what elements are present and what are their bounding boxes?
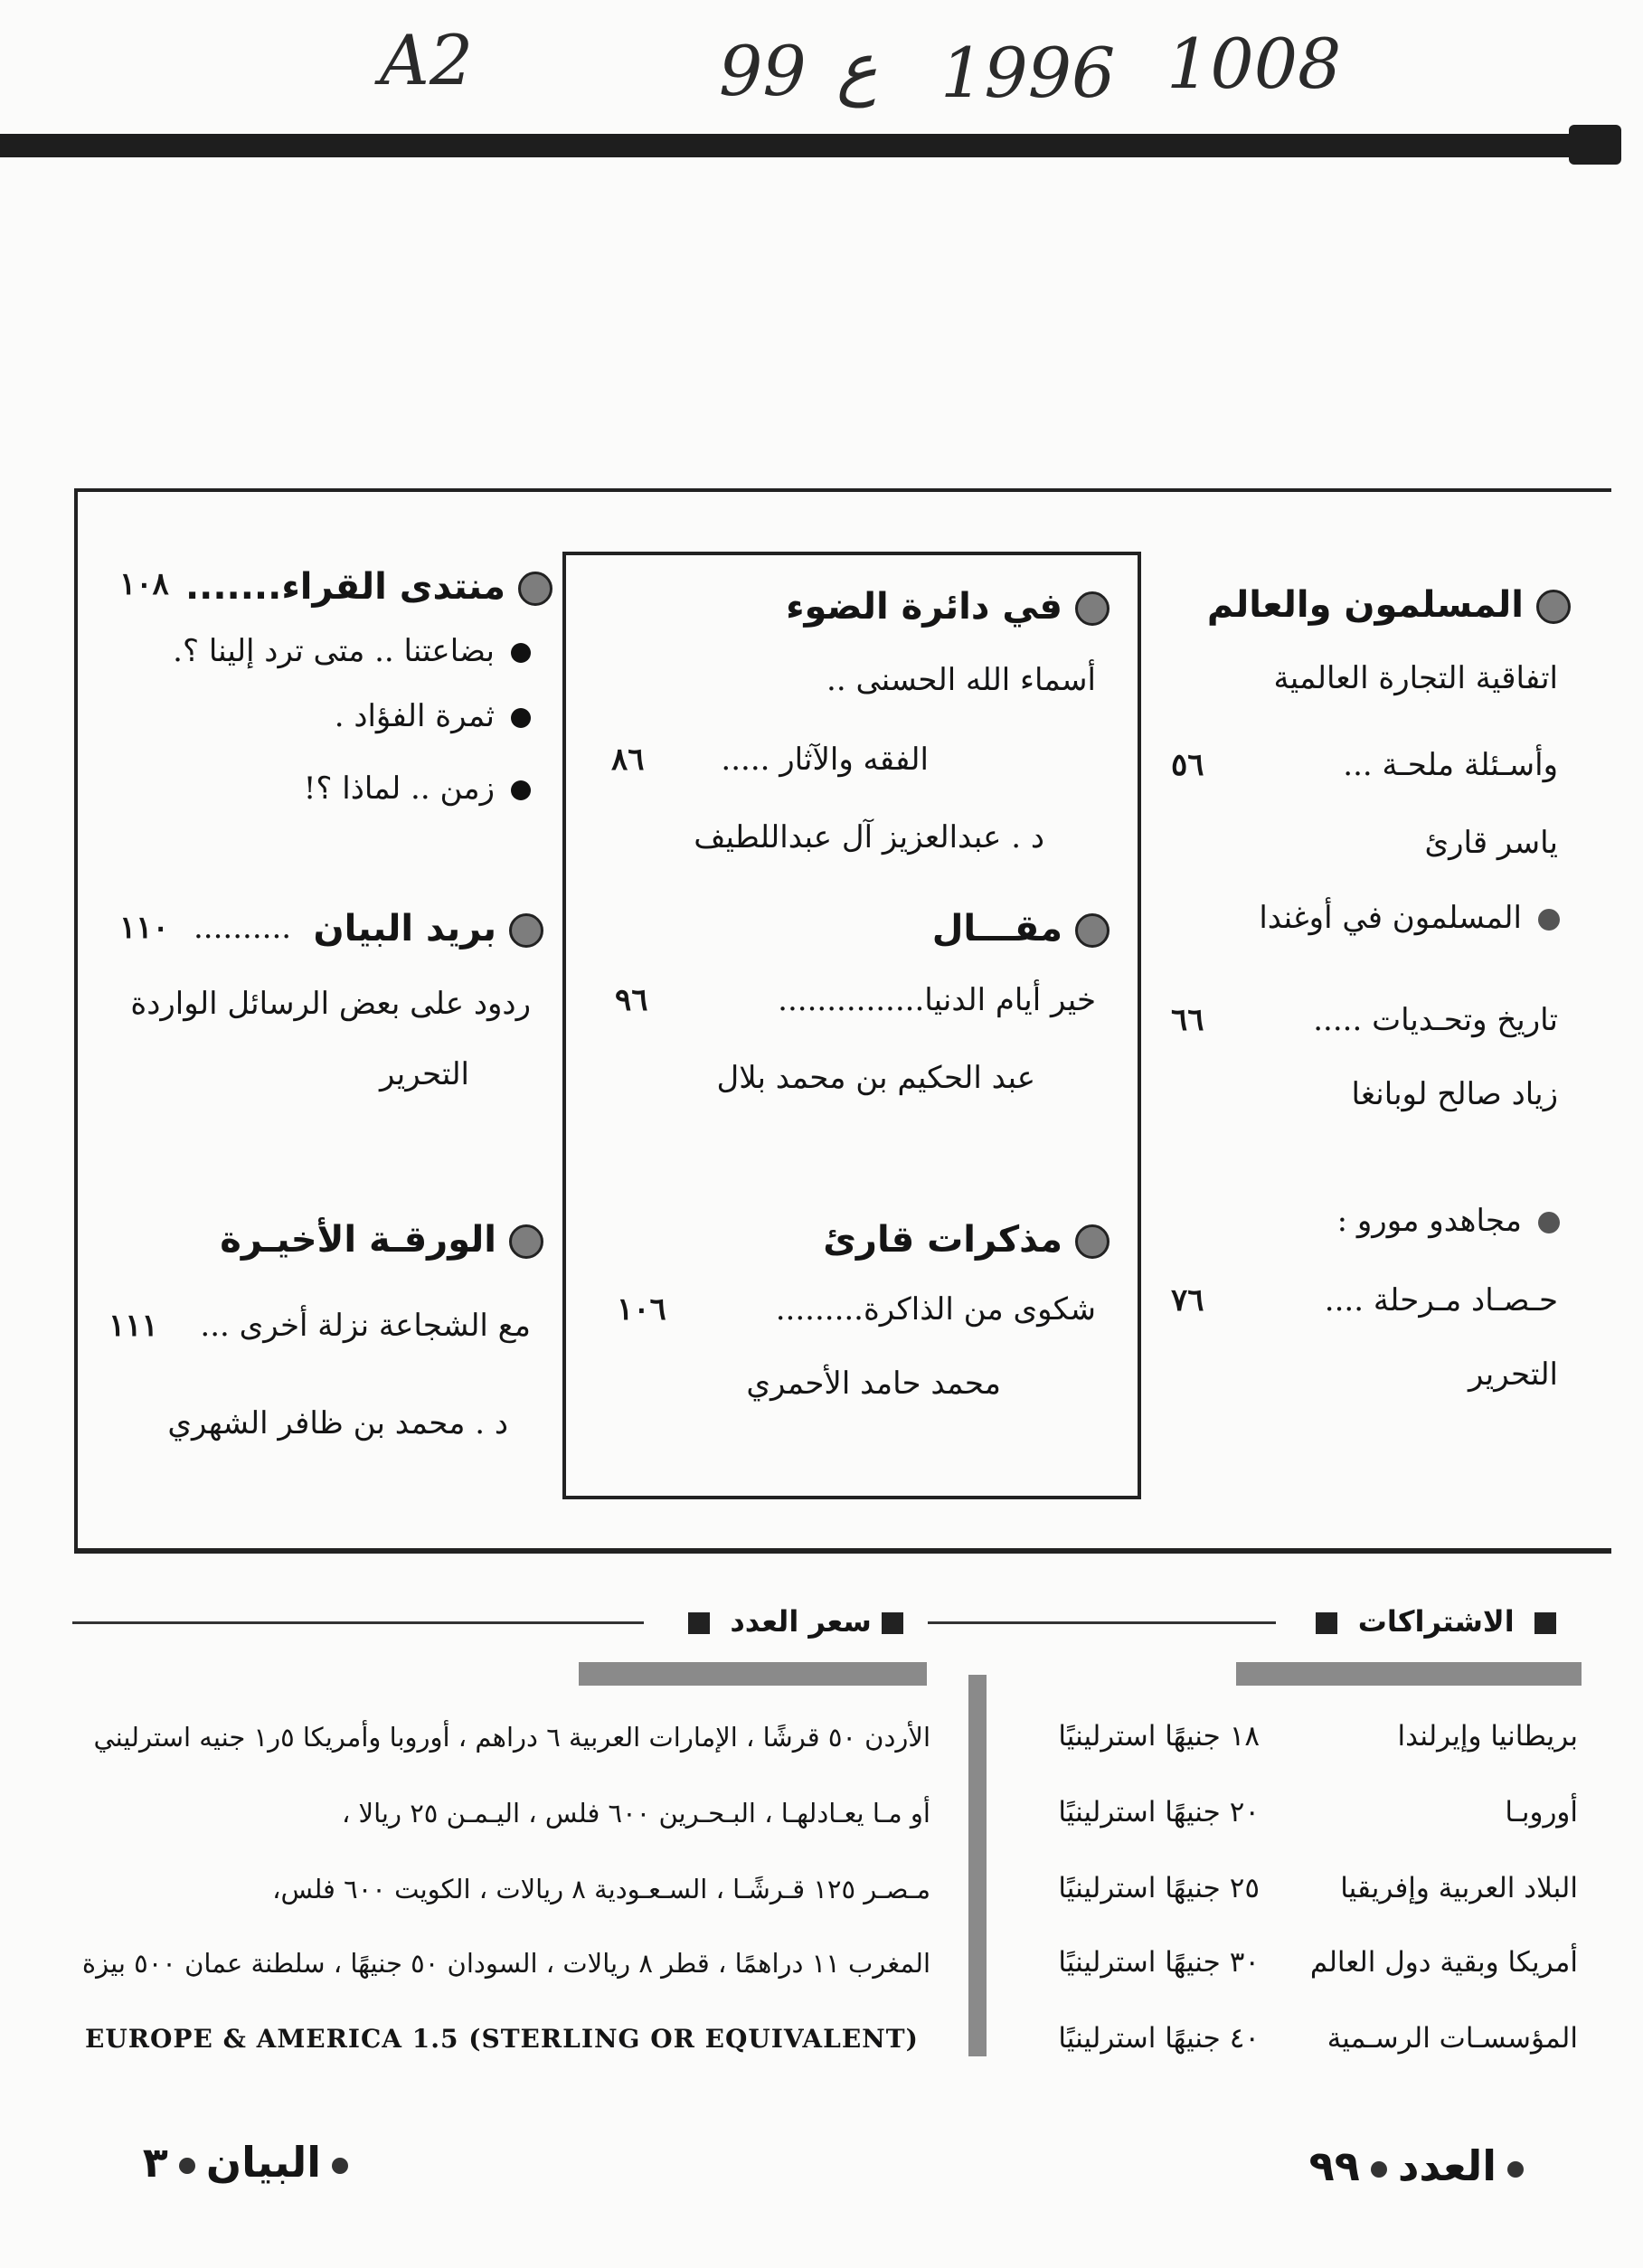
article-author: د . محمد بن ظافر الشهري: [167, 1405, 508, 1441]
article-author: د . عبدالعزيز آل عبداللطيف: [694, 819, 1044, 855]
subscription-region: البلاد العربية وإفريقيا: [1340, 1872, 1578, 1904]
handwritten-code: A2: [380, 20, 474, 100]
article-title: مجاهدو مورو :: [1337, 1203, 1560, 1239]
section-title-last-page: الورقـة الأخيـرة: [220, 1219, 543, 1261]
header-rule: [72, 1621, 644, 1624]
article-title: المسلمون في أوغندا: [1259, 900, 1560, 936]
section-title-article: مقـــال: [932, 908, 1109, 950]
price-line: المغرب ١١ دراهمًا ، قطر ٨ ريالات ، السودان ٥٠ جنيهًا ، سلطنة عمان ٥٠٠ بيزة: [81, 1948, 930, 1979]
article-title: خير أيام الدنيا...............: [778, 982, 1096, 1018]
page-number: ١٠٦: [617, 1291, 666, 1328]
bullet-icon: [1538, 909, 1560, 931]
list-item: بضاعتنا .. متى ترد إلينا ؟.: [173, 633, 531, 669]
section-title-muslims-world: المسلمون والعالم: [1207, 584, 1571, 626]
page-number: ٧٦: [1171, 1282, 1204, 1318]
square-icon: [1534, 1612, 1556, 1634]
subscription-region: المؤسسـات الرسـمية: [1327, 2022, 1578, 2055]
section-title-spotlight: في دائرة الضوء: [786, 586, 1109, 628]
bullet-icon: [1507, 2161, 1524, 2178]
article-author: محمد حامد الأحمري: [746, 1366, 1001, 1402]
price-line: مـصـر ١٢٥ قـرشًـا ، السـعـودية ٨ ريالات ، الكويت ٦٠٠ فلس،: [272, 1874, 930, 1904]
page-number: ١١٠: [119, 910, 169, 946]
list-item: زمن .. لماذا ؟!: [304, 770, 531, 807]
page-number: ٨٦: [611, 742, 645, 778]
footer-issue: العدد٩٩: [1309, 2141, 1534, 2190]
section-title-readers-forum: منتدى القراء.......: [185, 566, 552, 608]
section-bullet-icon: [1075, 591, 1109, 626]
price-line: أو مـا يعـادلهـا ، البـحـرين ٦٠٠ فلس ، اليـمـن ٢٥ ريالا ،: [341, 1798, 930, 1829]
handwritten-year: 1996: [940, 33, 1116, 113]
header-rule: [928, 1621, 1276, 1624]
subscription-amount: ٤٠ جنيهًا استرلينيًا: [1058, 2022, 1260, 2055]
section-title-albayan-mail: بريد البيان: [314, 908, 544, 950]
handwritten-number: 1008: [1166, 24, 1342, 104]
price-bar: [579, 1662, 927, 1686]
article-title: الفقه والآثار .....: [721, 742, 929, 778]
subscription-region: أوروبـا: [1505, 1796, 1578, 1829]
article-title: أسماء الله الحسنى ..: [826, 662, 1096, 698]
bullet-icon: [511, 780, 531, 800]
article-title: اتفاقية التجارة العالمية: [1273, 660, 1558, 696]
bullet-icon: [179, 2158, 195, 2174]
article-author: التحرير: [380, 1056, 469, 1092]
top-rule: [0, 134, 1619, 157]
article-title: مع الشجاعة نزلة أخرى ...: [200, 1308, 531, 1344]
section-bullet-icon: [509, 913, 543, 948]
bullet-icon: [332, 2158, 348, 2174]
price-line-english: EUROPE & AMERICA 1.5 (STERLING OR EQUIVALENT): [85, 2024, 919, 2054]
square-icon: [882, 1612, 903, 1634]
article-author: زياد صالح لوبانغا: [1351, 1076, 1558, 1112]
subscriptions-bar: [1236, 1662, 1582, 1686]
list-item: ثمرة الفؤاد .: [335, 698, 531, 734]
column-divider: [968, 1675, 987, 2056]
subscription-region: أمريكا وبقية دول العالم: [1309, 1946, 1578, 1979]
section-bullet-icon: [509, 1224, 543, 1259]
section-bullet-icon: [518, 572, 552, 606]
square-icon: [1316, 1612, 1337, 1634]
article-author: التحرير: [1468, 1356, 1558, 1393]
section-bullet-icon: [1075, 913, 1109, 948]
bullet-icon: [1371, 2161, 1387, 2178]
square-icon: [688, 1612, 710, 1634]
article-title: تاريخ وتحـديات .....: [1313, 1002, 1558, 1038]
page-number: ١١١: [109, 1308, 158, 1344]
rule-ornament: [1569, 125, 1621, 165]
section-bullet-icon: [1536, 590, 1571, 624]
article-author: عبد الحكيم بن محمد بلال: [716, 1060, 1035, 1096]
subscription-amount: ٢٥ جنيهًا استرلينيًا: [1058, 1872, 1260, 1904]
article-title: وأسـئلة ملحـة ...: [1343, 747, 1558, 783]
bullet-icon: [1538, 1212, 1560, 1233]
subscription-amount: ٢٠ جنيهًا استرلينيًا: [1058, 1796, 1260, 1829]
handwritten-issue: 99: [719, 31, 807, 111]
section-title-reader-notes: مذكرات قارئ: [823, 1219, 1109, 1261]
page-number: ٩٦: [615, 982, 648, 1018]
article-title: حـصـاد مـرحلة ....: [1324, 1282, 1558, 1318]
subscription-amount: ١٨ جنيهًا استرلينيًا: [1058, 1720, 1260, 1753]
handwritten-letter: ع: [836, 27, 878, 108]
subscriptions-header: الاشتراكات: [1316, 1604, 1556, 1639]
page-number: ١٠٨: [119, 566, 169, 602]
bullet-icon: [511, 643, 531, 663]
subscription-amount: ٣٠ جنيهًا استرلينيًا: [1058, 1946, 1260, 1979]
issue-price-header: سعر العدد: [688, 1604, 903, 1639]
page-number: ٥٦: [1171, 747, 1204, 783]
section-bullet-icon: [1075, 1224, 1109, 1259]
bullet-icon: [511, 708, 531, 728]
leader-dots: ..........: [194, 910, 292, 946]
page-number: ٦٦: [1171, 1002, 1204, 1038]
article-title: شكوى من الذاكرة.........: [775, 1291, 1096, 1328]
article-title: ردود على بعض الرسائل الواردة: [130, 986, 531, 1022]
footer-magazine: البيان٣: [143, 2138, 359, 2187]
price-line: الأردن ٥٠ قرشًا ، الإمارات العربية ٦ دراهم ، أوروبا وأمريكا ٥ر١ جنيه استرليني: [93, 1722, 930, 1753]
article-author: ياسر قارئ: [1424, 825, 1558, 861]
subscription-region: بريطانيا وإيرلندا: [1397, 1720, 1578, 1753]
